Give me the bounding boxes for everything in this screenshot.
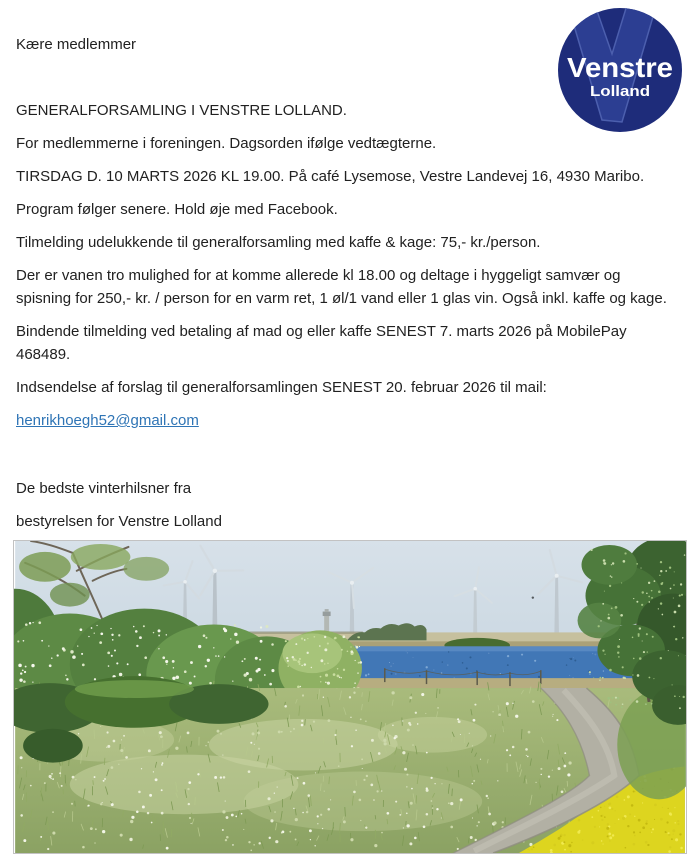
paragraph-date-venue: TIRSDAG D. 10 MARTS 2026 KL 19.00. På café Lysemose, Vestre Landevej 16, 4930 Maribo. xyxy=(16,168,645,185)
paragraph-registration: Tilmelding udelukkende til generalforsamling med kaffe & kage: 75,- kr./person. xyxy=(16,234,541,251)
paragraph-members: For medlemmerne i foreningen. Dagsorden ifølge vedtægterne. xyxy=(16,135,437,152)
closing-greeting: De bedste vinterhilsner fra xyxy=(16,480,192,497)
logo-brand-text: Venstre xyxy=(567,52,673,83)
email-paragraph xyxy=(16,409,676,432)
venstre-lolland-logo xyxy=(558,8,682,132)
landscape-photo xyxy=(13,540,687,854)
paragraph-dinner: Der er vanen tro mulighed for at komme allerede kl 18.00 og deltage i hyggeligt samvær og spisning for 250,- kr. / person for en varm ret, 1 øl/1 vand eller 1 glas vin. Også inkl. kaffe og kage. xyxy=(16,267,667,307)
closing-signature: bestyrelsen for Venstre Lolland xyxy=(16,513,222,530)
salutation-text: Kære medlemmer xyxy=(16,36,137,53)
paragraph-proposals: Indsendelse af forslag til generalforsamlingen SENEST 20. februar 2026 til mail: xyxy=(16,379,547,396)
heading-text: GENERALFORSAMLING I VENSTRE LOLLAND. xyxy=(16,102,347,119)
paragraph-program: Program følger senere. Hold øje med Facebook. xyxy=(16,201,338,218)
paragraph-payment: Bindende tilmelding ved betaling af mad og eller kaffe SENEST 7. marts 2026 på MobilePay 468489. xyxy=(16,323,627,363)
email-link[interactable]: henrikhoegh52@gmail.com xyxy=(16,412,199,429)
landscape-photo-image xyxy=(13,540,687,854)
logo-image xyxy=(558,8,682,132)
bird xyxy=(532,596,534,598)
logo-region-text: Lolland xyxy=(590,83,650,100)
